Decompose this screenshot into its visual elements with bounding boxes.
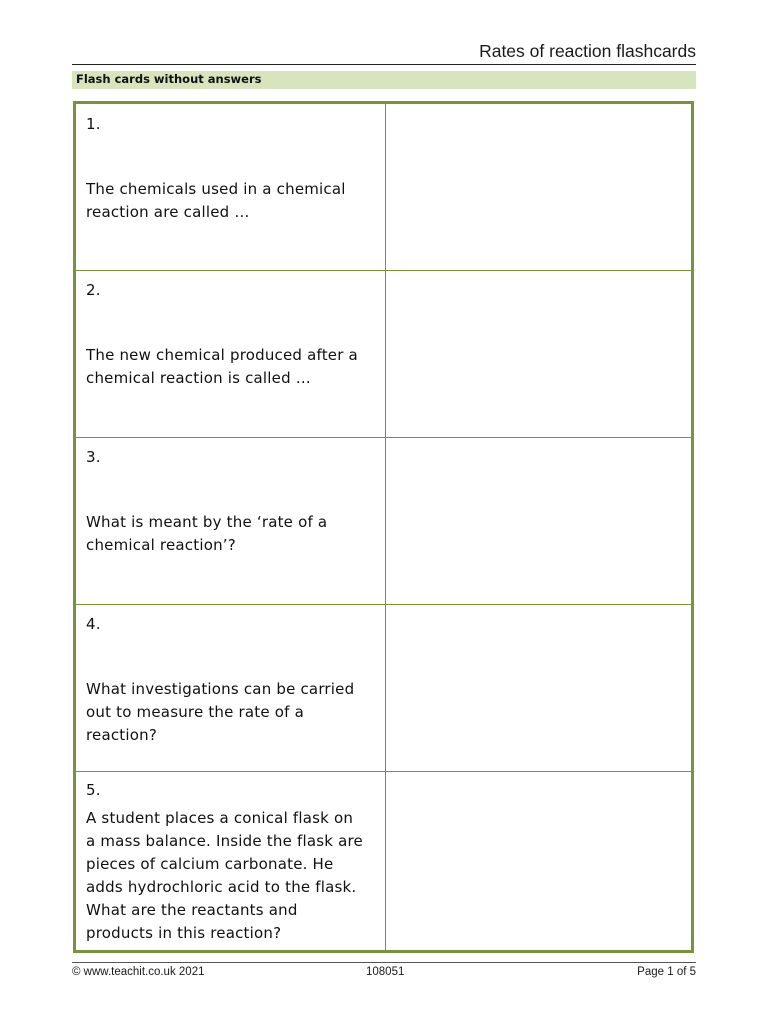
- card-number: 4.: [86, 615, 101, 633]
- footer-page-number: Page 1 of 5: [637, 966, 696, 978]
- card-question: The new chemical produced after a chemical reaction is called …: [86, 346, 358, 387]
- footer-rule: [72, 962, 696, 963]
- card-number: 1.: [86, 115, 101, 133]
- header-rule: [72, 64, 696, 65]
- card-answer-area: [386, 104, 691, 270]
- section-band: [72, 71, 696, 89]
- card-question: A student places a conical flask on a mass balance. Inside the flask are pieces of calcium carbonate. He adds hydrochloric acid to the flask. What are the reactants and products in this reaction?: [86, 809, 363, 942]
- section-heading: Flash cards without answers: [76, 72, 262, 86]
- card-number: 3.: [86, 448, 101, 466]
- document-header-title: Rates of reaction flashcards: [479, 41, 696, 61]
- card-number: 2.: [86, 281, 101, 299]
- footer-copyright: © www.teachit.co.uk 2021: [72, 966, 205, 978]
- card-answer-area: [386, 772, 691, 950]
- footer-resource-code: 108051: [366, 966, 405, 978]
- card-question: What investigations can be carried out to measure the rate of a reaction?: [86, 680, 355, 744]
- card-number: 5.: [86, 781, 101, 799]
- card-answer-area: [386, 271, 691, 437]
- card-answer-area: [386, 605, 691, 771]
- flashcards-grid: [73, 101, 694, 953]
- card-answer-area: [386, 438, 691, 604]
- card-question: The chemicals used in a chemical reaction are called …: [86, 180, 346, 221]
- card-question: What is meant by the ‘rate of a chemical reaction’?: [86, 513, 328, 554]
